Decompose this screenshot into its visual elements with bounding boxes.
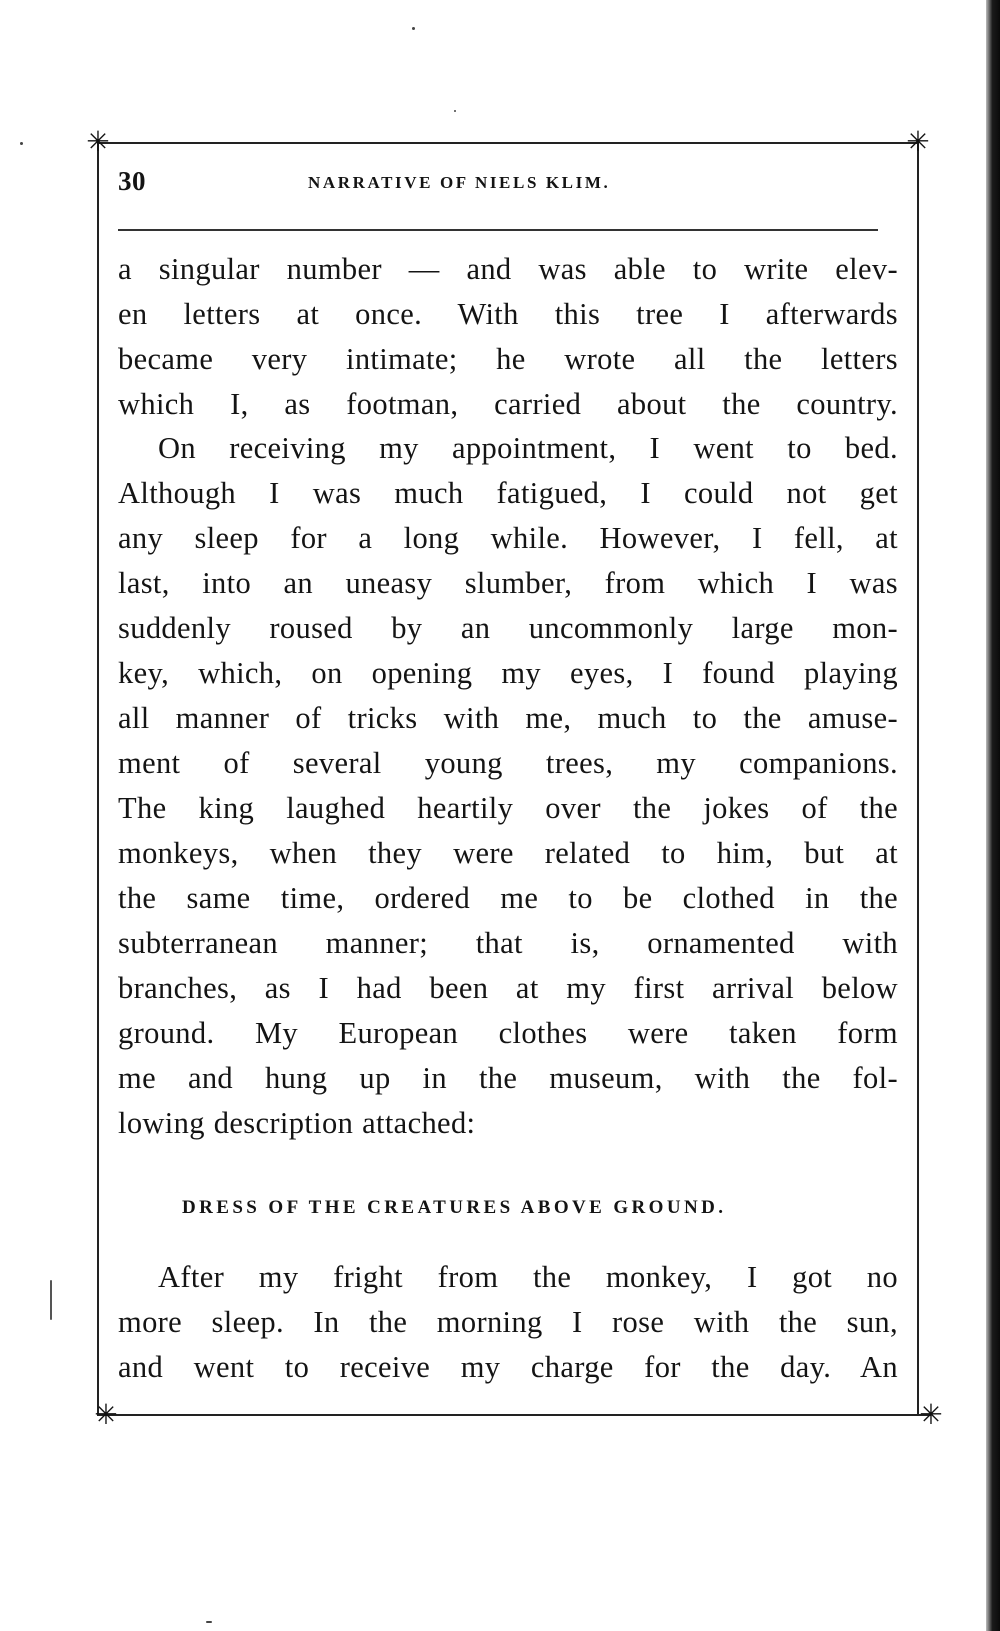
header-rule <box>118 229 878 231</box>
text-line: lowing description attached: <box>118 1106 476 1140</box>
text-line: On receiving my appointment, I went to bed. <box>158 431 898 465</box>
text-line: any sleep for a long while. However, I fell, at <box>118 521 898 555</box>
text-line: ground. My European clothes were taken form <box>118 1016 898 1050</box>
paper-speck <box>50 1280 52 1320</box>
text-line: me and hung up in the museum, with the fol- <box>118 1061 898 1095</box>
text-line: The king laughed heartily over the jokes of the <box>118 791 898 825</box>
paper-speck <box>454 110 456 112</box>
frame-right-rule <box>917 142 919 1416</box>
corner-ornament-icon: ✳ <box>94 1398 118 1431</box>
text-line: en letters at once. With this tree I afterwards <box>118 297 898 331</box>
frame-bottom-rule <box>97 1414 931 1416</box>
text-line: monkeys, when they were related to him, but at <box>118 836 898 870</box>
frame-top-rule <box>97 142 919 144</box>
running-title: NARRATIVE OF NIELS KLIM. <box>308 173 611 192</box>
page-number: 30 <box>118 166 146 196</box>
paragraph-1 <box>118 247 898 427</box>
text-line: the same time, ordered me to be clothed in the <box>118 881 898 915</box>
text-line: Although I was much fatigued, I could not get <box>118 476 898 510</box>
paper-speck <box>412 27 415 30</box>
paper-speck <box>206 1621 212 1623</box>
text-line: After my fright from the monkey, I got no <box>158 1260 898 1294</box>
text-line: key, which, on opening my eyes, I found playing <box>118 656 898 690</box>
text-line: and went to receive my charge for the day. An <box>118 1350 898 1384</box>
paragraph-2 <box>118 426 898 1146</box>
corner-ornament-icon: ✳ <box>86 125 110 158</box>
text-line: branches, as I had been at my first arrival below <box>118 971 898 1005</box>
text-line: all manner of tricks with me, much to the amuse- <box>118 701 898 735</box>
book-binding-edge <box>986 0 1000 1631</box>
text-line: suddenly roused by an uncommonly large mon- <box>118 611 898 645</box>
text-line: more sleep. In the morning I rose with the sun, <box>118 1305 898 1339</box>
corner-ornament-icon: ✳ <box>906 125 930 158</box>
text-line: a singular number — and was able to write elev- <box>118 252 898 286</box>
text-line: which I, as footman, carried about the country. <box>118 387 898 421</box>
paragraph-3 <box>118 1255 898 1390</box>
paper-speck <box>20 142 23 145</box>
corner-ornament-icon: ✳ <box>919 1398 943 1431</box>
text-line: last, into an uneasy slumber, from which I was <box>118 566 898 600</box>
text-line: became very intimate; he wrote all the letters <box>118 342 898 376</box>
text-line: ment of several young trees, my companions. <box>118 746 898 780</box>
section-heading: DRESS OF THE CREATURES ABOVE GROUND. <box>182 1197 727 1218</box>
frame-left-rule <box>97 142 99 1416</box>
running-header <box>118 166 898 206</box>
text-line: subterranean manner; that is, ornamented with <box>118 926 898 960</box>
